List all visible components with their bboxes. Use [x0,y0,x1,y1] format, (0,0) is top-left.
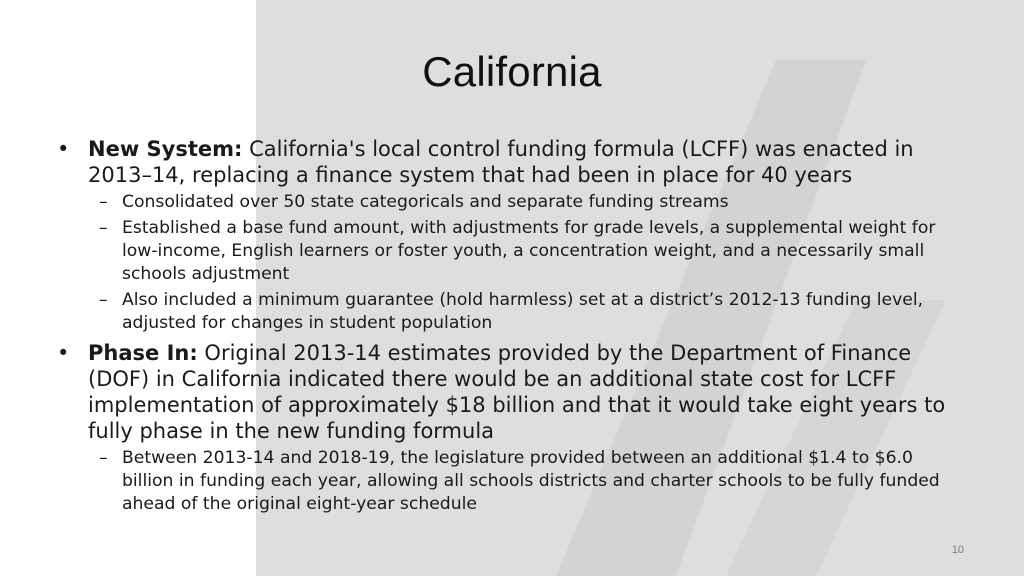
bullet-phase-in [57,340,957,444]
bullet-text: Original 2013-14 estimates provided by the Department of Finance (DOF) in California indicated there would be an additional state cost for LCFF implementation of approximately $18 billion and that it would take eight years to fully phase in the new funding formula [88,341,946,443]
page-number: 10 [951,544,964,556]
sub-bullet-text: Between 2013-14 and 2018-19, the legislature provided between an additional $1.4 to $6.0 billion in funding each year, allowing all schools districts and charter schools to be fully funded ahead of the original eight-year schedule [122,448,940,514]
sub-bullet [57,289,957,335]
bullet-text: California's local control funding formula (LCFF) was enacted in 2013–14, replacing a finance system that had been in place for 40 years [88,137,914,187]
dash-icon: – [99,218,108,238]
dash-icon: – [99,290,108,310]
sub-bullet-text: Also included a minimum guarantee (hold harmless) set at a district’s 2012-13 funding level, adjusted for changes in student population [122,290,924,333]
sub-bullet-text: Established a base fund amount, with adjustments for grade levels, a supplemental weight for low-income, English learners or foster youth, a concentration weight, and a necessarily small schools adjustment [122,218,936,284]
bullet-icon: • [57,341,70,365]
slide-content [57,136,957,516]
dash-icon: – [99,448,108,468]
bullet-new-system [57,136,957,188]
sub-bullet [57,191,957,214]
slide-title: California [422,48,602,95]
dash-icon: – [99,192,108,212]
bullet-icon: • [57,137,70,161]
bullet-lead: Phase In: [88,341,198,365]
sub-bullet-text: Consolidated over 50 state categoricals and separate funding streams [122,192,729,212]
sub-bullet [57,217,957,286]
bullet-lead: New System: [88,137,243,161]
sub-bullet [57,447,957,516]
